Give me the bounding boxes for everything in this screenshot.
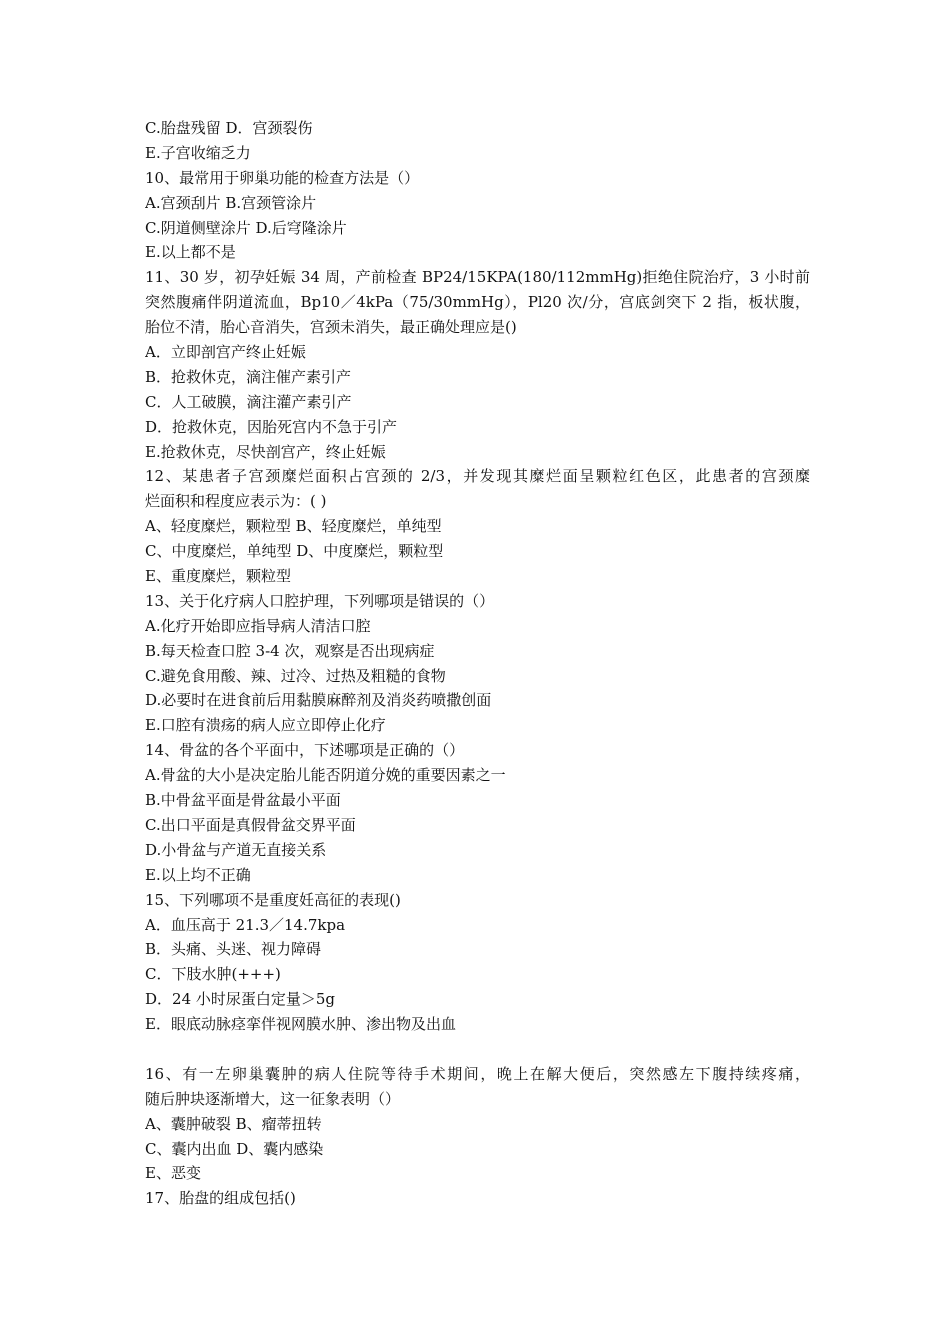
- question-17-stem: 17、胎盘的组成包括(): [145, 1189, 296, 1208]
- text-line: A.化疗开始即应指导病人清洁口腔: [145, 616, 371, 635]
- text-line: B．抢救休克，滴注催产素引产: [145, 367, 352, 386]
- text-line: E.以上都不是: [145, 243, 236, 262]
- text-line: A．血压高于 21.3／14.7kpa: [145, 915, 346, 934]
- text-line: E.口腔有溃疡的病人应立即停止化疗: [145, 716, 386, 735]
- text-line: A.宫颈刮片 B.宫颈管涂片: [145, 193, 317, 212]
- question-16-stem: 随后肿块逐渐增大，这一征象表明（）: [145, 1089, 401, 1108]
- text-line: B．头痛、头迷、视力障碍: [145, 940, 322, 959]
- question-12-stem: 烂面积和程度应表示为：( ): [145, 492, 327, 511]
- question-10-stem: 10、最常用于卵巢功能的检查方法是（）: [145, 168, 420, 187]
- text-line: E.抢救休克，尽快剖宫产，终止妊娠: [145, 442, 386, 461]
- text-line: A.骨盆的大小是决定胎儿能否阴道分娩的重要因素之一: [145, 766, 506, 785]
- text-line: A、囊肿破裂 B、瘤蒂扭转: [145, 1114, 322, 1133]
- question-16-stem: 16、有一左卵巢囊肿的病人住院等待手术期间，晚上在解大便后，突然感左下腹持续疼痛，: [145, 1064, 810, 1083]
- text-line: E、重度糜烂，颗粒型: [145, 567, 291, 586]
- text-line: E.以上均不正确: [145, 865, 251, 884]
- text-line: E．眼底动脉痉挛伴视网膜水肿、渗出物及出血: [145, 1015, 456, 1034]
- text-line: B.每天检查口腔 3-4 次，观察是否出现病症: [145, 641, 435, 660]
- text-line: C．人工破膜，滴注灌产素引产: [145, 392, 352, 411]
- text-line: C、囊内出血 D、囊内感染: [145, 1139, 324, 1158]
- text-line: A．立即剖宫产终止妊娠: [145, 343, 306, 362]
- text-line: A、轻度糜烂，颗粒型 B、轻度糜烂，单纯型: [145, 517, 442, 536]
- text-line: D．24 小时尿蛋白定量＞5g: [145, 990, 336, 1009]
- question-15-stem: 15、下列哪项不是重度妊高征的表现(): [145, 890, 401, 909]
- question-12-stem: 12、某患者子宫颈糜烂面积占宫颈的 2/3，并发现其糜烂面呈颗粒红色区，此患者的宫颈糜: [145, 467, 810, 486]
- document-body: [145, 116, 810, 1211]
- text-line: D.必要时在进食前后用黏膜麻醉剂及消炎药喷撒创面: [145, 691, 492, 710]
- text-line: C.避免食用酸、辣、过冷、过热及粗糙的食物: [145, 666, 446, 685]
- question-13-stem: 13、关于化疗病人口腔护理，下列哪项是错误的（）: [145, 591, 495, 610]
- text-line: D.小骨盆与产道无直接关系: [145, 840, 327, 859]
- text-line: B.中骨盆平面是骨盆最小平面: [145, 791, 341, 810]
- text-line: E.子宫收缩乏力: [145, 143, 251, 162]
- text-line: C、中度糜烂，单纯型 D、中度糜烂，颗粒型: [145, 542, 444, 561]
- question-11-stem: 突然腹痛伴阴道流血，Bp10／4kPa（75/30mmHg），Pl20 次/分，宫底剑突下 2 指，板状腹，: [145, 293, 810, 312]
- blank-line: [145, 1037, 810, 1062]
- text-line: C.阴道侧壁涂片 D.后穹隆涂片: [145, 218, 347, 237]
- question-11-stem: 11、30 岁，初孕妊娠 34 周，产前检查 BP24/15KPA(180/112mmHg)拒绝住院治疗，3 小时前: [145, 268, 810, 287]
- text-line: E、恶变: [145, 1164, 201, 1183]
- text-line: C.出口平面是真假骨盆交界平面: [145, 815, 356, 834]
- text-line: C.胎盘残留 D．宫颈裂伤: [145, 119, 313, 137]
- text-line: D．抢救休克，因胎死宫内不急于引产: [145, 417, 398, 436]
- question-14-stem: 14、骨盆的各个平面中，下述哪项是正确的（）: [145, 741, 465, 760]
- text-line: C．下肢水肿(+++): [145, 965, 281, 984]
- question-11-stem: 胎位不清，胎心音消失，宫颈未消失，最正确处理应是(): [145, 318, 517, 337]
